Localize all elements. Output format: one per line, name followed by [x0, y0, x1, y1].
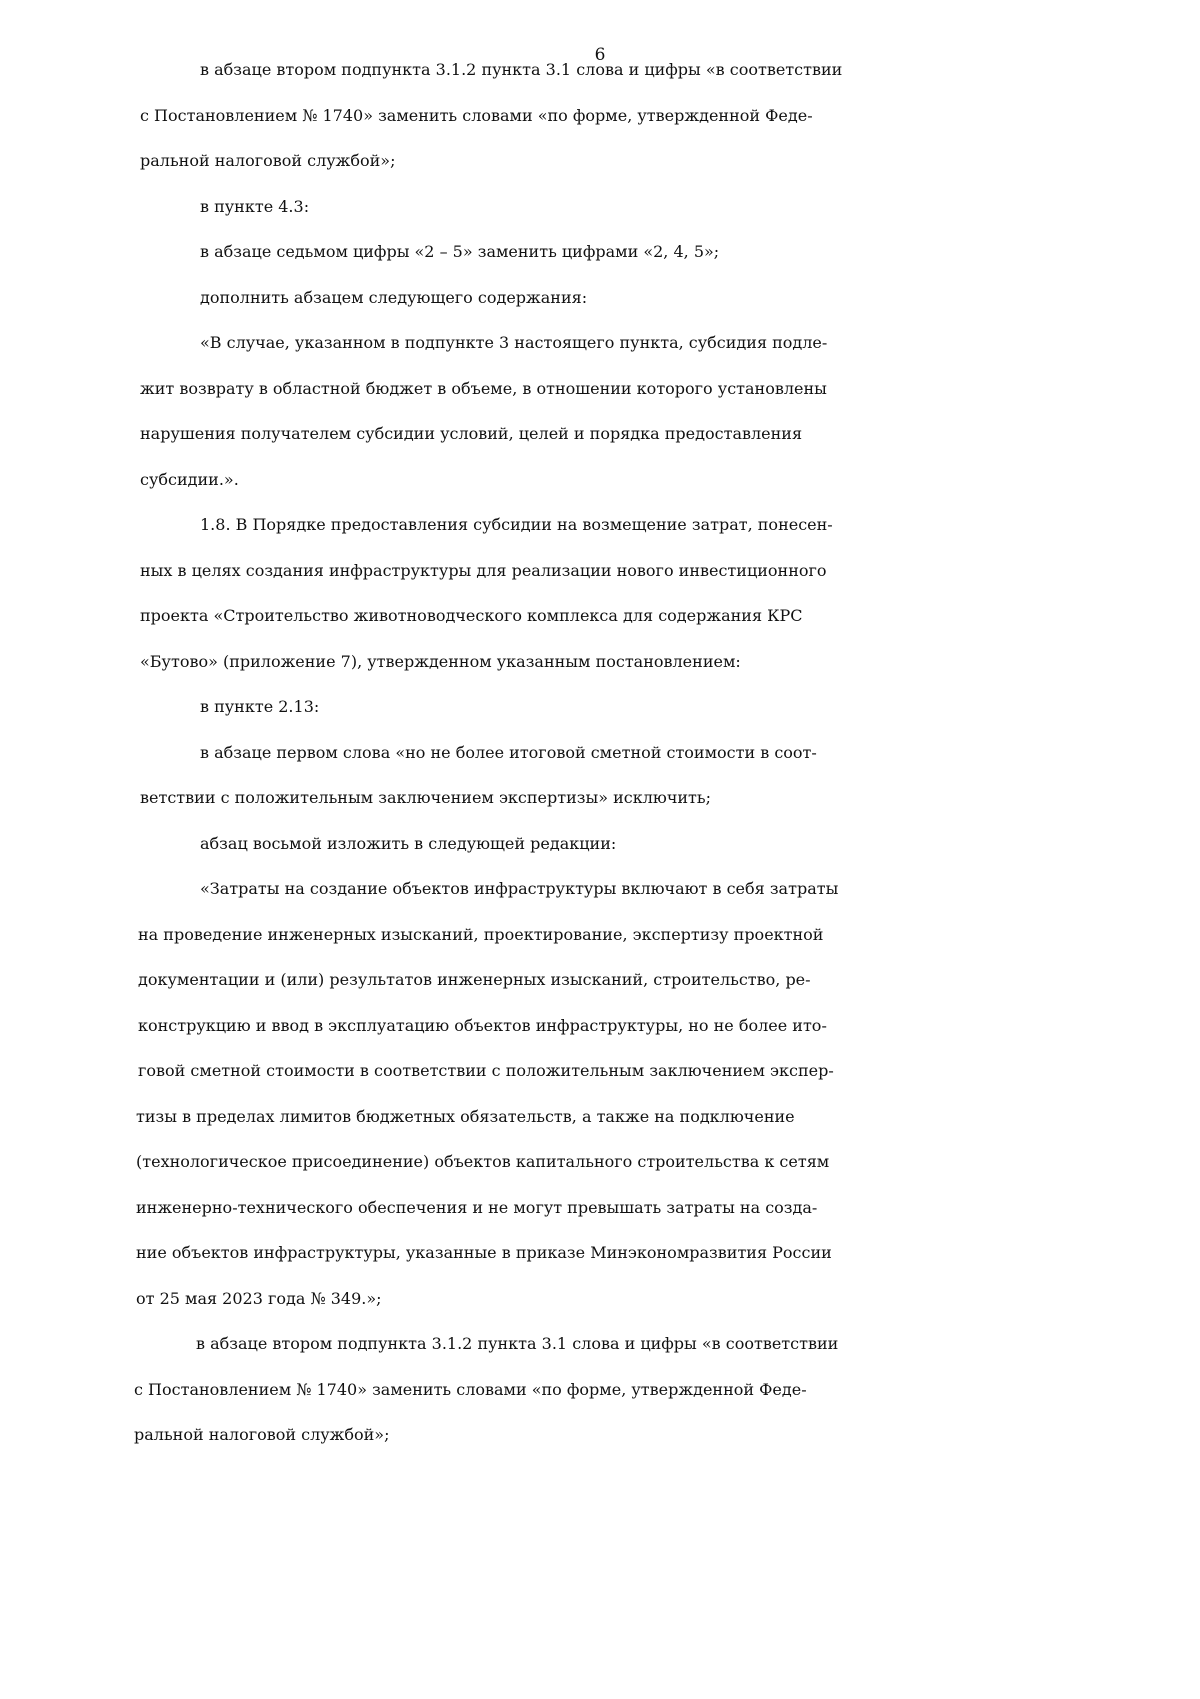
text-line: ральной налоговой службой»; [140, 151, 396, 170]
text-line: 1.8. В Порядке предоставления субсидии на возмещение затрат, понесен- [200, 515, 833, 534]
text-line: дополнить абзацем следующего содержания: [200, 287, 588, 307]
text-line: ральной налоговой службой»; [134, 1425, 390, 1444]
text-line: в абзаце втором подпункта 3.1.2 пункта 3.1 слова и цифры «в соответствии [196, 1334, 839, 1353]
text-line: (технологическое присоединение) объектов капитального строительства к сетям [136, 1152, 830, 1171]
text-line: тизы в пределах лимитов бюджетных обязательств, а также на подключение [136, 1106, 795, 1126]
text-line: ветствии с положительным заключением экспертизы» исключить; [140, 788, 712, 807]
text-line: «Затраты на создание объектов инфраструктуры включают в себя затраты [200, 879, 839, 898]
text-line: в абзаце первом слова «но не более итоговой сметной стоимости в соот- [200, 742, 817, 762]
text-line: проекта «Строительство животноводческого комплекса для содержания КРС [140, 606, 803, 625]
text-line: инженерно-технического обеспечения и не могут превышать затраты на созда- [136, 1197, 818, 1217]
text-line: документации и (или) результатов инженерных изысканий, строительство, ре- [138, 970, 811, 989]
text-line: ние объектов инфраструктуры, указанные в приказе Минэкономразвития России [136, 1243, 832, 1262]
text-line: конструкцию и ввод в эксплуатацию объектов инфраструктуры, но не более ито- [138, 1015, 827, 1035]
text-line: «Бутово» (приложение 7), утвержденном указанным постановлением: [140, 651, 741, 671]
text-line: на проведение инженерных изысканий, проектирование, экспертизу проектной [138, 924, 824, 944]
text-line: жит возврату в областной бюджет в объеме, в отношении которого установлены [140, 378, 827, 398]
text-line: от 25 мая 2023 года № 349.»; [136, 1288, 382, 1308]
text-line: говой сметной стоимости в соответствии с положительным заключением экспер- [138, 1061, 834, 1080]
text-line: ных в целях создания инфраструктуры для реализации нового инвестиционного [140, 560, 827, 580]
text-line: с Постановлением № 1740» заменить словами «по форме, утвержденной Феде- [140, 105, 813, 125]
text-line: субсидии.». [140, 469, 239, 489]
text-line: абзац восьмой изложить в следующей редакции: [200, 833, 617, 853]
page-number: 6 [594, 45, 606, 65]
text-line: в абзаце втором подпункта 3.1.2 пункта 3.1 слова и цифры «в соответствии [200, 60, 843, 79]
text-line: «В случае, указанном в подпункте 3 настоящего пункта, субсидия подле- [200, 333, 828, 352]
document-body [0, 60, 1200, 1471]
text-line: в пункте 2.13: [200, 697, 320, 716]
text-line: с Постановлением № 1740» заменить словами «по форме, утвержденной Феде- [134, 1379, 807, 1399]
text-line: в абзаце седьмом цифры «2 – 5» заменить цифрами «2, 4, 5»; [200, 242, 720, 261]
text-line: нарушения получателем субсидии условий, целей и порядка предоставления [140, 424, 803, 443]
text-line: в пункте 4.3: [200, 196, 310, 216]
